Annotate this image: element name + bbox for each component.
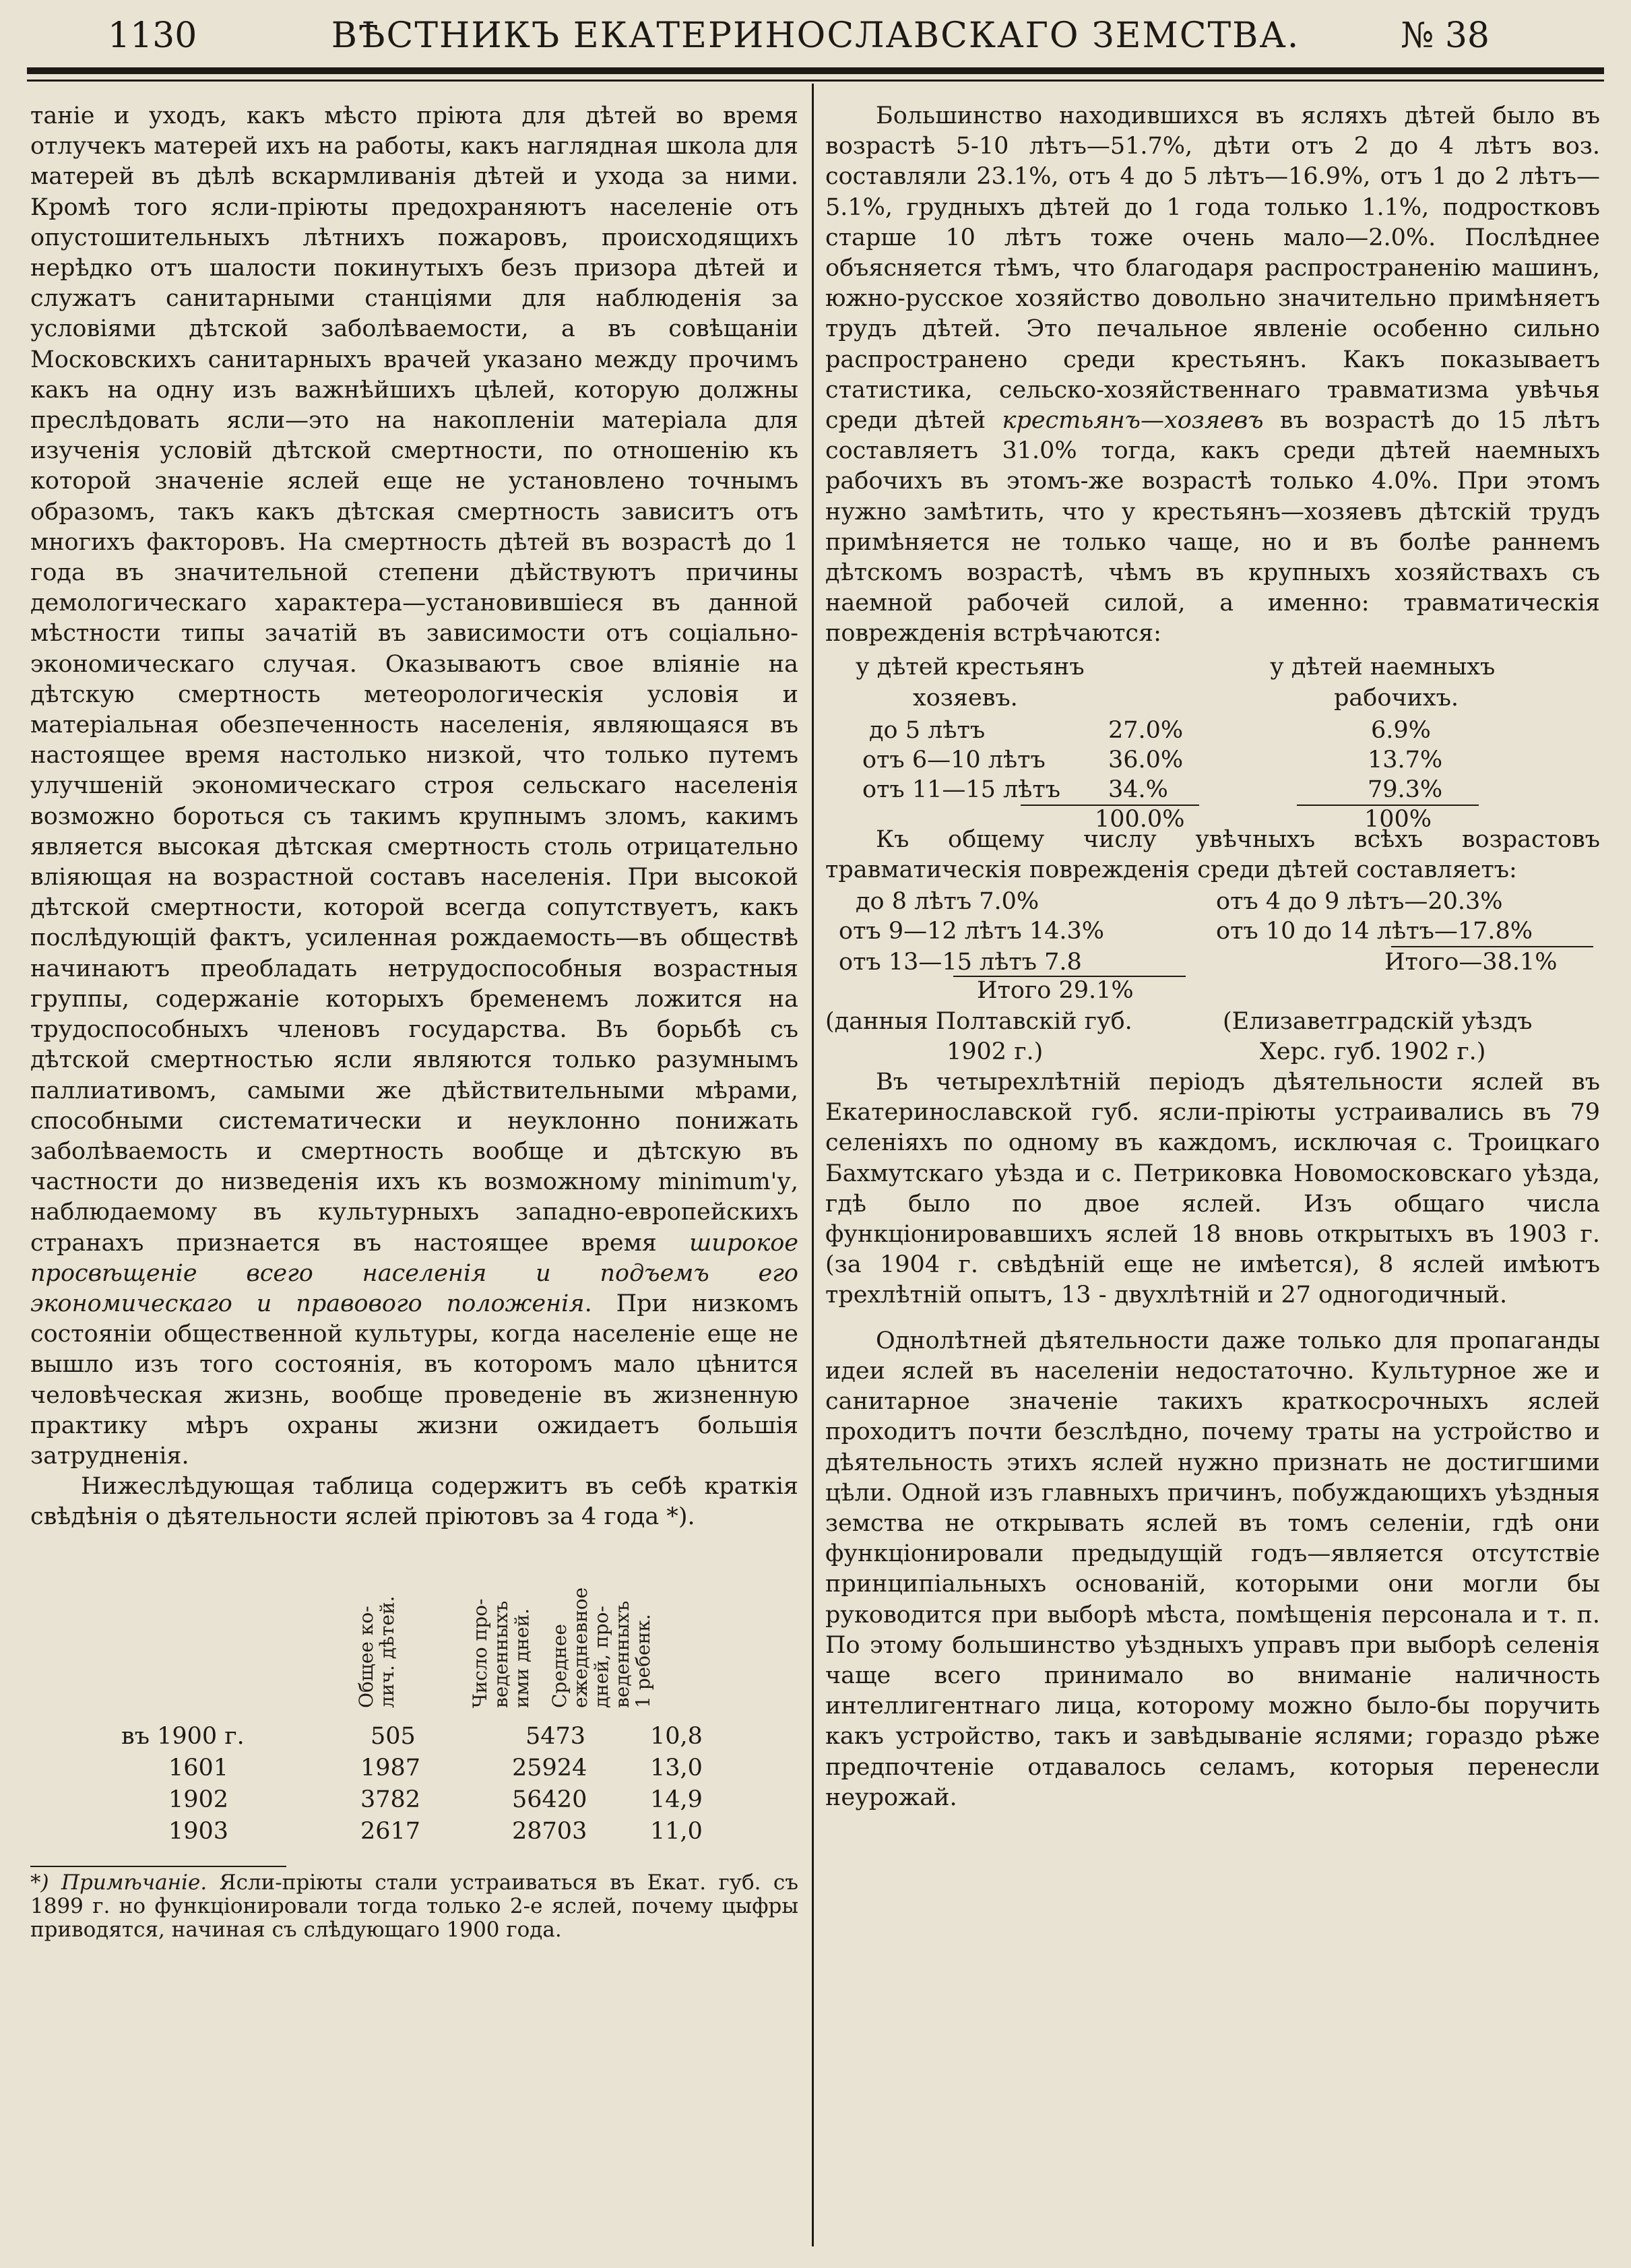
table-row: въ 1900 г. 505 5473 10,8 (121, 1722, 703, 1750)
footnote (30, 1871, 798, 1942)
footnote-rule (30, 1866, 286, 1867)
injury-share-table: до 8 лѣтъ 7.0% отъ 9—12 лѣтъ 14.3% отъ 13—15 лѣтъ 7.8 Итого 29.1% отъ 4 до 9 лѣтъ—20.3% отъ 10 до 14 лѣтъ—17.8% Итого—38.1% (данныя Полтавскій губ. 1902 г.) (Елизаветградскій уѣздъ Херс. губ. 1902 г.) (825, 885, 1600, 1067)
footnote-label: *) Примѣчаніе. (30, 1870, 207, 1895)
left-paragraph-2: Нижеслѣдующая таблица содержитъ въ себѣ краткія свѣдѣнія о дѣятельности яслей пріютовъ за 4 года *). (30, 1473, 798, 1531)
page-header (27, 12, 1604, 59)
right-paragraph-2: Къ общему числу увѣчныхъ всѣхъ возрастовъ травматическія поврежденія среди дѣтей составляетъ: (825, 825, 1600, 883)
header-average: Среднее ежедневное дней, про- веденныхъ 1 ребенк. (548, 1587, 654, 1708)
italic-emphasis: крестьянъ—хозяевъ (1002, 407, 1264, 435)
header-rule-thick (27, 67, 1604, 74)
table-headers (30, 1540, 798, 1722)
right-column (825, 101, 1600, 1813)
table-row: 1902 3782 56420 14,9 (168, 1786, 703, 1813)
page-number: 1130 (108, 15, 197, 56)
header-rule-thin (27, 80, 1604, 82)
italic-emphasis: широкое просвѣщеніе всего населенія и подъемъ его экономическаго и правового положенія (30, 1229, 798, 1317)
footnote-text: Ясли-пріюты стали устраиваться въ Екат. губ. съ 1899 г. но функціонировали тогда только 2-е яслей, почему цыфры приводятся, начиная съ слѣдующаго 1900 года. (30, 1870, 798, 1942)
table-row: 1903 2617 28703 11,0 (168, 1817, 703, 1845)
journal-title: ВѢСТНИКЪ ЕКАТЕРИНОСЛАВСКАГО ЗЕМСТВА. (331, 15, 1300, 56)
creche-table (30, 1540, 798, 1848)
right-paragraph-1: Большинство находившихся въ ясляхъ дѣтей было въ возрастѣ 5-10 лѣтъ—51.7%, дѣти отъ 2 до 4 лѣтъ воз. составляли 23.1%, отъ 4 до 5 лѣтъ—16.9%, отъ 1 до 2 лѣтъ—5.1%, грудныхъ дѣтей до 1 года только 1.1%, подростковъ старше 10 лѣтъ тоже очень мало—2.0%. Послѣднее объясняется тѣмъ, что благодаря распространенію машинъ, южно-русское хозяйство довольно значительно примѣняетъ трудъ дѣтей. Это печальное явленіе особенно сильно распространено среди крестьянъ. Какъ показываетъ статистика, сельско-хозяйственнаго травматизма увѣчья среди дѣтей крестьянъ—хозяевъ въ возрастѣ до 15 лѣтъ составляетъ 31.0% тогда, какъ среди дѣтей наемныхъ рабочихъ въ этомъ-же возрастѣ только 4.0%. При этомъ нужно замѣтить, что у крестьянъ—хозяевъ дѣтскій трудъ примѣняется не только чаще, но и въ болѣе раннемъ дѣтскомъ возрастѣ, чѣмъ въ крупныхъ хозяйствахъ съ наемной рабочей силой, а именно: травматическія поврежденія встрѣчаются: (825, 102, 1600, 648)
left-paragraph-1: таніе и уходъ, какъ мѣсто пріюта для дѣтей во время отлучекъ матерей ихъ на работы, какъ наглядная школа для матерей въ дѣлѣ вскармливанія дѣтей и ухода за ними. Кромѣ того ясли-пріюты предохраняютъ населеніе отъ опустошительныхъ лѣтнихъ пожаровъ, происходящихъ нерѣдко отъ шалости покинутыхъ безъ призора дѣтей и служатъ санитарными станціями для наблюденія за условіями дѣтской заболѣваемости, а въ совѣщаніи Московскихъ санитарныхъ врачей указано между прочимъ какъ на одну изъ важнѣйшихъ цѣлей, которую должны преслѣдовать ясли—это на накопленіи матеріала для изученія условій дѣтской смертности, по отношенію къ которой значеніе яслей еще не установлено точнымъ образомъ, такъ какъ дѣтская смертность зависитъ отъ многихъ факторовъ. На смертность дѣтей въ возрастѣ до 1 года въ значительной степени дѣйствуютъ причины демологическаго характера—установившіеся въ данной мѣстности типы зачатій въ зависимости отъ соціально-экономическаго случая. Оказываютъ свое вліяніе на дѣтскую смертность метеорологическія условія и матеріальная обезпеченность населенія, являющаяся въ настоящее время настолько низкой, что только путемъ улучшеній экономическаго строя сельскаго населенія возможно бороться съ такимъ крупнымъ зломъ, какимъ является высокая дѣтская смертность столь отрицательно вліяющая на возрастной составъ населенія. При высокой дѣтской смертности, которой всегда сопутствуетъ, какъ послѣдующій фактъ, усиленная рождаемость—въ обществѣ начинаютъ преобладать нетрудоспособныя возрастныя группы, содержаніе которыхъ бременемъ ложится на трудоспособныхъ членовъ государства. Въ борьбѣ съ дѣтской смертностью ясли являются только разумнымъ паллиативомъ, самыми же дѣйствительными мѣрами, способными систематически и неуклонно понижать заболѣваемость и смертность вообще и дѣтскую въ частности до низведенія ихъ къ возможному minimum'у, наблюдаемому въ культурныхъ западно-европейскихъ странахъ признается въ настоящее время широкое просвѣщеніе всего населенія и подъемъ его экономическаго и правового положенія. При низкомъ состояніи общественной культуры, когда населеніе еще не вышло изъ того состоянія, въ которомъ мало цѣнится человѣческая жизнь, вообще проведеніе въ жизненную практику мѣръ охраны жизни ожидаетъ большія затрудненія. (30, 102, 798, 1470)
table-row: 1601 1987 25924 13,0 (168, 1754, 703, 1782)
right-paragraph-4: Однолѣтней дѣятельности даже только для пропаганды идеи яслей въ населеніи недостаточно. Культурное же и санитарное значеніе такихъ краткосрочныхъ яслей проходитъ почти безслѣдно, почему траты на устройство и дѣятельность этихъ яслей нужно признать не достигшими цѣли. Одной изъ главныхъ причинъ, побуждающихъ уѣздныя земства не открывать яслей въ томъ селеніи, гдѣ они функціонировали предыдущій годъ—является отсутствіе принципіальныхъ основаній, которыми они могли бы руководится при выборѣ мѣста, помѣщенія персонала и т. п. По этому большинство уѣздныхъ управъ при выборѣ селенія чаще всего принимало во вниманіе наличность интеллигентнаго лица, которому можно было-бы поручить какъ устройство, такъ и завѣдываніе яслями; гораздо рѣже предпочтеніе отдавалось селамъ, которыя перенесли неурожай. (825, 1327, 1600, 1811)
right-paragraph-3: Въ четырехлѣтній періодъ дѣятельности яслей въ Екатеринославской губ. ясли-пріюты устраивались въ 79 селеніяхъ по одному въ каждомъ, исключая с. Троицкаго Бахмутскаго уѣзда и с. Петриковка Новомосковскаго уѣзда, гдѣ было по двое яслей. Изъ общаго числа функціонировавшихъ яслей 18 вновь открытыхъ въ 1903 г. (за 1904 г. свѣдѣній еще не имѣется), 8 яслей имѣютъ трехлѣтній опытъ, 13 - двухлѣтній и 27 одногодичный. (825, 1069, 1600, 1309)
column-divider (812, 84, 814, 2246)
header-days: Число про- веденныхъ ими дней. (469, 1598, 533, 1708)
header-children: Общее ко- лич. дѣтей. (355, 1596, 398, 1708)
left-column (30, 101, 798, 1942)
issue-number: № 38 (1401, 15, 1490, 56)
injury-comparison-table: у дѣтей крестьянъ хозяевъ. у дѣтей наемныхъ рабочихъ. до 5 лѣтъ 27.0% 6.9% отъ 6—10 лѣтъ 36.0% 13.7% отъ 11—15 лѣтъ 34.% 79.3% 100.0% 100% (856, 653, 1496, 833)
